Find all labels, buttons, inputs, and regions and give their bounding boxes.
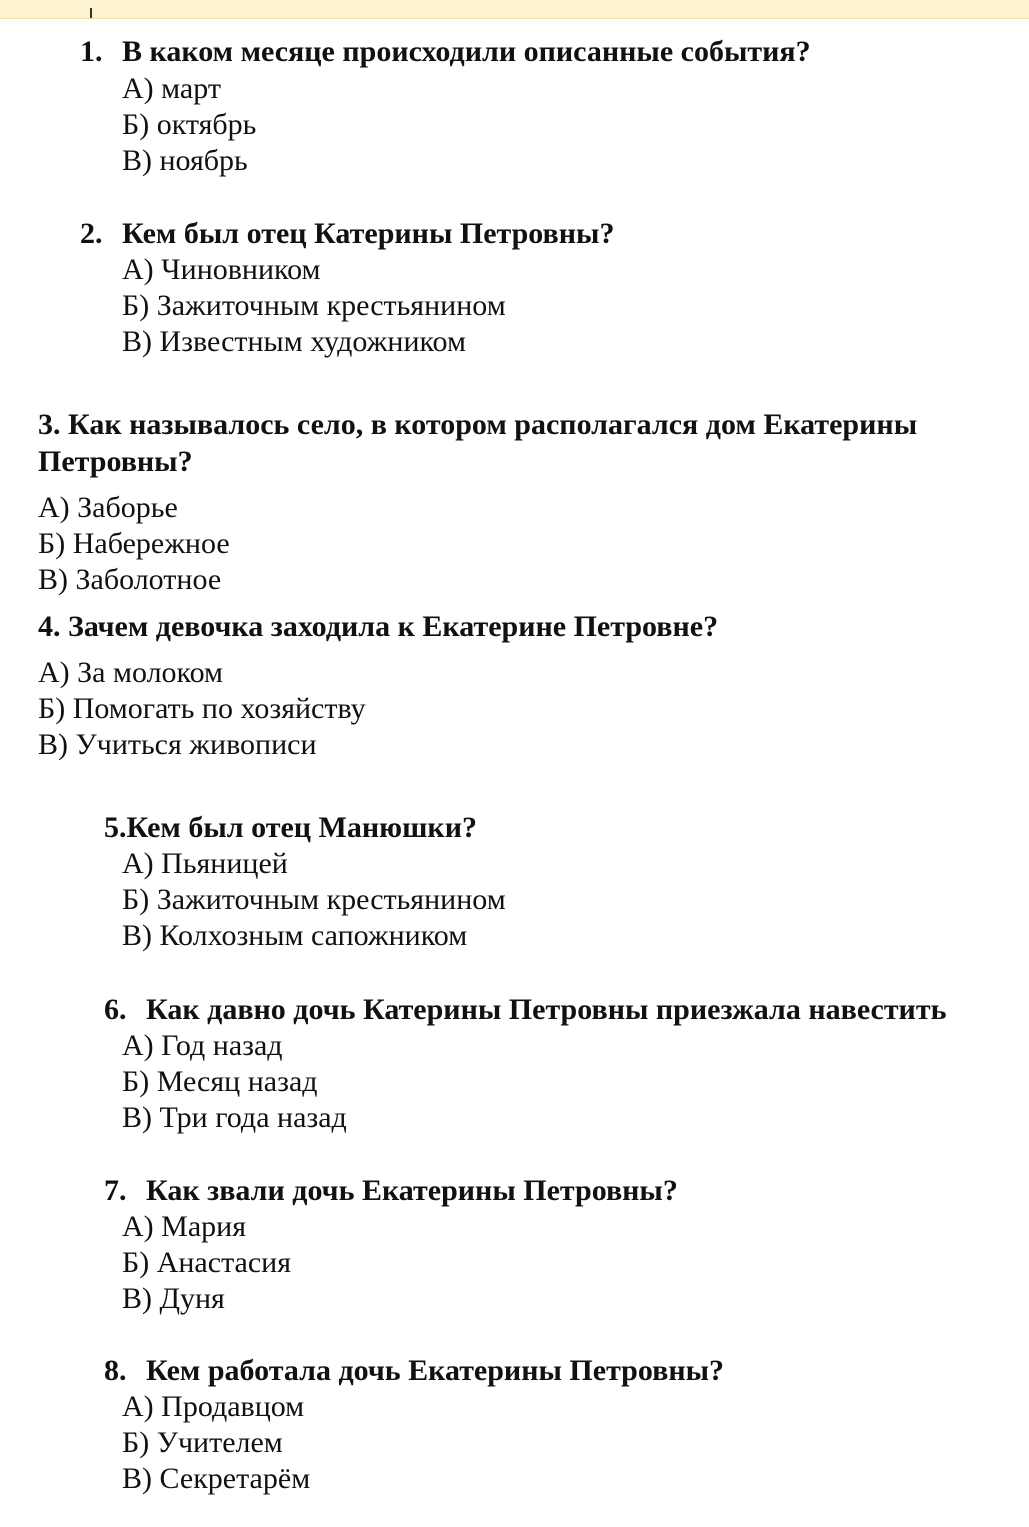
question-7-number: 7.	[104, 1174, 127, 1207]
question-8-text: Кем работала дочь Екатерины Петровны?	[146, 1354, 725, 1387]
question-3-text-line1: 3. Как называлось село, в котором располагался дом Екатерины	[38, 408, 918, 441]
question-2-option-a: А) Чиновником	[122, 253, 321, 286]
question-4-option-c: В) Учиться живописи	[38, 728, 317, 761]
question-5-option-c: В) Колхозным сапожником	[122, 919, 468, 952]
question-3-option-a: А) Заборье	[38, 491, 178, 524]
question-3-option-b: Б) Набережное	[38, 527, 230, 560]
question-5-option-a: А) Пьяницей	[122, 847, 288, 880]
question-7-option-c: В) Дуня	[122, 1282, 225, 1315]
question-8-number: 8.	[104, 1354, 127, 1387]
question-6-option-a: А) Год назад	[122, 1029, 283, 1062]
question-2-option-c: В) Известным художником	[122, 325, 466, 358]
question-1-option-a: А) март	[122, 72, 221, 105]
question-6-option-c: В) Три года назад	[122, 1101, 347, 1134]
question-4-option-b: Б) Помогать по хозяйству	[38, 692, 366, 725]
question-7-text: Как звали дочь Екатерины Петровны?	[146, 1174, 678, 1207]
question-3-text-line2: Петровны?	[38, 445, 193, 478]
question-4-text: 4. Зачем девочка заходила к Екатерине Петровне?	[38, 610, 719, 643]
question-1-number: 1.	[80, 35, 103, 68]
question-7-option-b: Б) Анастасия	[122, 1246, 292, 1279]
question-2-option-b: Б) Зажиточным крестьянином	[122, 289, 506, 322]
question-7-option-a: А) Мария	[122, 1210, 246, 1243]
question-1-option-b: Б) октябрь	[122, 108, 257, 141]
top-banner-strip	[0, 0, 1029, 19]
question-1-option-c: В) ноябрь	[122, 144, 248, 177]
cut-off-text-fragment	[90, 8, 92, 18]
question-2-number: 2.	[80, 217, 103, 250]
question-5-text: 5.Кем был отец Манюшки?	[104, 811, 477, 844]
question-8-option-a: А) Продавцом	[122, 1390, 305, 1423]
question-4-option-a: А) За молоком	[38, 656, 224, 689]
question-6-option-b: Б) Месяц назад	[122, 1065, 318, 1098]
question-3-option-c: В) Заболотное	[38, 563, 222, 596]
question-6-text: Как давно дочь Катерины Петровны приезжала навестить	[146, 993, 947, 1026]
question-8-option-b: Б) Учителем	[122, 1426, 283, 1459]
question-5-option-b: Б) Зажиточным крестьянином	[122, 883, 506, 916]
question-2-text: Кем был отец Катерины Петровны?	[122, 217, 615, 250]
question-1-text: В каком месяце происходили описанные события?	[122, 35, 811, 68]
question-8-option-c: В) Секретарём	[122, 1462, 311, 1495]
question-6-number: 6.	[104, 993, 127, 1026]
